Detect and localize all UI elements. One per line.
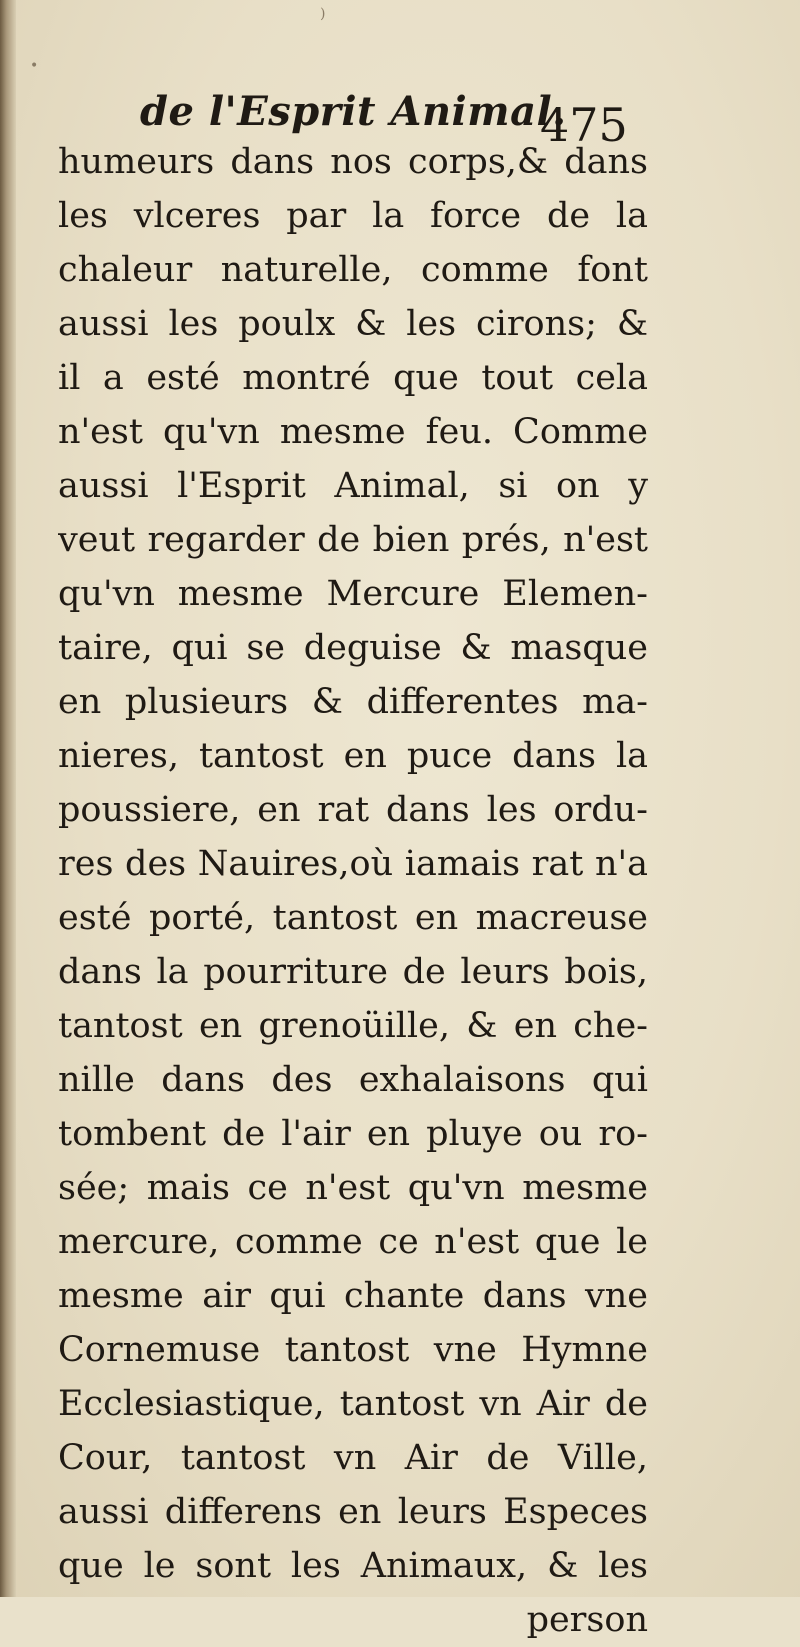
text-line: tombent de l'air en pluye ou ro- [58,1114,648,1154]
text-line: qu'vn mesme Mercure Elemen- [58,574,648,614]
text-line: nieres, tantost en puce dans la [58,736,648,776]
text-line: Cour, tantost vn Air de Ville, [58,1438,648,1478]
text-line: esté porté, tantost en macreuse [58,898,648,938]
text-line: res des Nauires,où iamais rat n'a [58,844,648,884]
text-line: mesme air qui chante dans vne [58,1276,648,1316]
text-line: aussi les poulx & les cirons; & [58,304,648,344]
text-line: mercure, comme ce n'est que le [58,1222,648,1262]
text-line: taire, qui se deguise & masque [58,628,648,668]
text-line: n'est qu'vn mesme feu. Comme [58,412,648,452]
ink-speck: • [30,58,39,74]
page-gutter [0,0,16,1597]
text-line: aussi differens en leurs Especes [58,1492,648,1532]
text-line: tantost en grenoüille, & en che- [58,1006,648,1046]
text-line: chaleur naturelle, comme font [58,250,648,290]
ink-speck: ) [320,6,326,22]
text-line: Ecclesiastique, tantost vn Air de [58,1384,648,1424]
text-line: aussi l'Esprit Animal, si on y [58,466,648,506]
text-line: que le sont les Animaux, & les [58,1546,648,1586]
text-line: veut regarder de bien prés, n'est [58,520,648,560]
text-line: il a esté montré que tout cela [58,358,648,398]
text-line: poussiere, en rat dans les ordu- [58,790,648,830]
text-line: Cornemuse tantost vne Hymne [58,1330,648,1370]
text-line: en plusieurs & differentes ma- [58,682,648,722]
text-line: nille dans des exhalaisons qui [58,1060,648,1100]
running-title: de l'Esprit Animal. [140,88,567,135]
page-number: 475 [540,98,628,152]
text-line: sée; mais ce n'est qu'vn mesme [58,1168,648,1208]
catchword: person [526,1600,648,1640]
text-line: les vlceres par la force de la [58,196,648,236]
text-line: dans la pourriture de leurs bois, [58,952,648,992]
body-text [58,135,648,1647]
text-line: humeurs dans nos corps,& dans [58,142,648,182]
